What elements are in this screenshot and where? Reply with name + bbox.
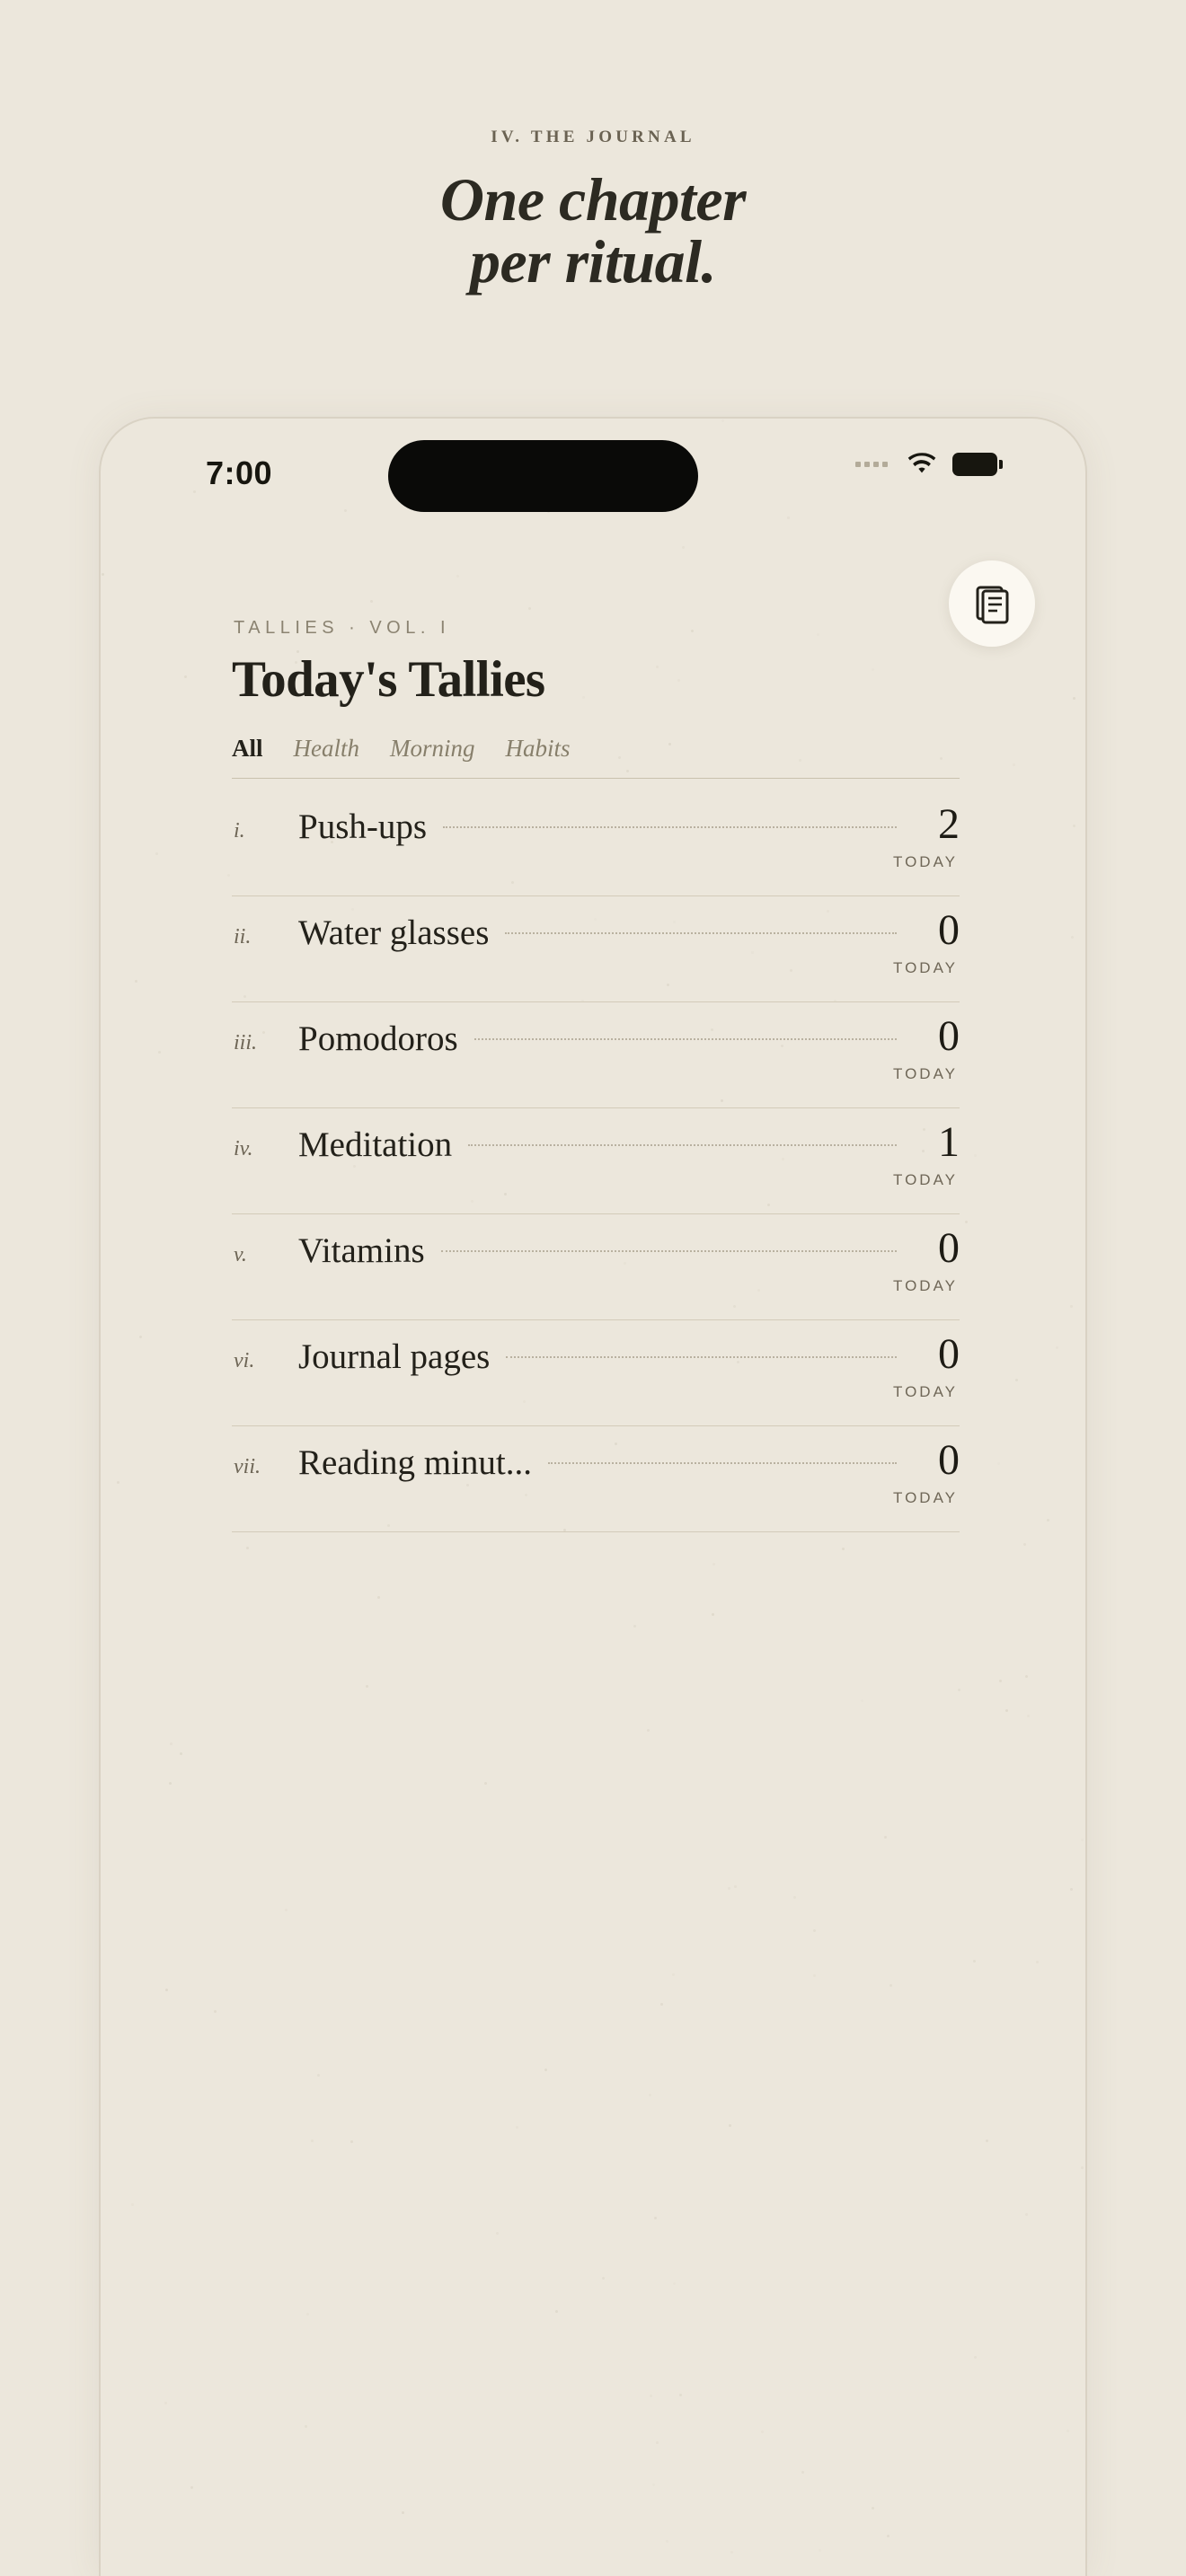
leader-dots: [443, 826, 897, 835]
leader-dots: [474, 1038, 897, 1047]
filter-tab-habits[interactable]: Habits: [505, 735, 571, 762]
section-eyebrow: IV. THE JOURNAL: [491, 128, 695, 146]
leader-dots: [506, 1356, 897, 1365]
tally-name: Meditation: [298, 1125, 453, 1164]
filter-tab-all[interactable]: All: [232, 735, 263, 762]
wifi-icon: [907, 453, 937, 476]
filter-tabs: [232, 735, 960, 779]
tally-name: Push-ups: [298, 807, 428, 846]
leader-dots: [441, 1250, 897, 1259]
tally-row[interactable]: [232, 1214, 960, 1320]
status-time: 7:00: [206, 454, 273, 491]
tally-count[interactable]: 0: [938, 1012, 960, 1060]
tally-name: Journal pages: [298, 1337, 491, 1376]
leader-dots: [468, 1144, 897, 1153]
tally-row[interactable]: [232, 790, 960, 896]
headline-line-1: One chapter: [439, 165, 747, 234]
tally-numeral: vi.: [234, 1349, 255, 1372]
section-headline: [0, 165, 1186, 296]
tally-name: Water glasses: [298, 913, 490, 952]
tally-row[interactable]: [232, 896, 960, 1002]
tally-name: Reading minut...: [298, 1443, 532, 1482]
page-kicker: TALLIES · VOL. I: [234, 618, 451, 638]
status-indicators: [855, 453, 997, 476]
tally-period-label: TODAY: [893, 1489, 958, 1506]
tally-numeral: iii.: [234, 1031, 258, 1054]
filter-tab-health[interactable]: Health: [293, 735, 360, 762]
phone-mockup: [99, 417, 1087, 2576]
battery-icon: [952, 453, 997, 476]
journal-button[interactable]: [949, 560, 1035, 647]
headline-line-2: per ritual.: [469, 227, 717, 296]
tally-period-label: TODAY: [893, 1383, 958, 1400]
tally-name: Pomodoros: [298, 1019, 458, 1058]
tally-row[interactable]: [232, 1320, 960, 1426]
tally-row[interactable]: [232, 1426, 960, 1532]
tally-numeral: ii.: [234, 925, 252, 948]
tally-period-label: TODAY: [893, 1171, 958, 1188]
leader-dots: [505, 932, 897, 941]
tally-numeral: vii.: [234, 1455, 261, 1478]
tally-count[interactable]: 0: [938, 906, 960, 954]
status-bar: [101, 419, 1085, 523]
tally-count[interactable]: 0: [938, 1436, 960, 1484]
tally-period-label: TODAY: [893, 1277, 958, 1294]
tally-period-label: TODAY: [893, 853, 958, 870]
tally-count[interactable]: 1: [938, 1118, 960, 1166]
signal-dots-icon: [855, 462, 888, 467]
tally-period-label: TODAY: [893, 1065, 958, 1082]
tally-numeral: i.: [234, 819, 245, 842]
tally-numeral: v.: [234, 1243, 247, 1266]
dynamic-island: [388, 440, 698, 512]
tally-row[interactable]: [232, 1108, 960, 1214]
leader-dots: [548, 1462, 897, 1471]
tally-name: Vitamins: [298, 1231, 425, 1270]
tally-period-label: TODAY: [893, 959, 958, 976]
tally-count[interactable]: 2: [938, 800, 960, 848]
tally-numeral: iv.: [234, 1137, 253, 1160]
journal-book-icon: [972, 583, 1012, 624]
tally-list: [232, 790, 960, 1532]
tally-row[interactable]: [232, 1002, 960, 1108]
tally-count[interactable]: 0: [938, 1224, 960, 1272]
tally-count[interactable]: 0: [938, 1330, 960, 1378]
page-title: Today's Tallies: [232, 651, 545, 708]
filter-tab-morning[interactable]: Morning: [390, 735, 475, 762]
